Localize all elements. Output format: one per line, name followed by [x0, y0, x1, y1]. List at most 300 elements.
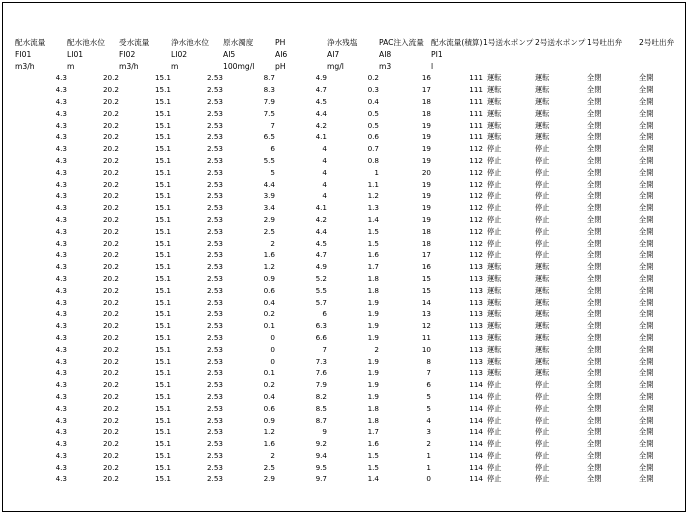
table-cell: 全閉: [587, 73, 602, 83]
table-cell: 0.3: [367, 85, 379, 95]
table-cell: 15.1: [154, 132, 171, 142]
table-cell: 全閉: [587, 132, 602, 142]
table-cell: 5.7: [315, 297, 327, 307]
table-cell: 運転: [535, 297, 550, 307]
table-cell: 112: [469, 226, 483, 236]
table-cell: 4.9: [315, 262, 327, 272]
table-cell: 4.3: [55, 262, 67, 272]
table-cell: 2.53: [206, 391, 223, 401]
table-cell: 1.8: [367, 285, 379, 295]
table-cell: 15.1: [154, 214, 171, 224]
table-cell: 4.3: [55, 167, 67, 177]
header-tag-cell: LI02: [171, 49, 188, 59]
table-cell: 2.53: [206, 415, 223, 425]
table-cell: 112: [469, 191, 483, 201]
table-cell: 停止: [535, 155, 550, 165]
table-cell: 2.53: [206, 203, 223, 213]
table-cell: 1.3: [367, 203, 379, 213]
table-cell: 20.2: [102, 474, 119, 484]
table-cell: 2.53: [206, 144, 223, 154]
table-cell: 20.2: [102, 214, 119, 224]
table-cell: 全開: [639, 226, 654, 236]
table-cell: 7: [322, 344, 327, 354]
table-cell: 7.3: [315, 356, 327, 366]
table-cell: 112: [469, 250, 483, 260]
table-cell: 停止: [487, 214, 502, 224]
table-cell: 4.3: [55, 285, 67, 295]
table-cell: 0.6: [263, 403, 275, 413]
table-cell: 全開: [639, 332, 654, 342]
table-cell: 7.9: [315, 380, 327, 390]
table-cell: 2.53: [206, 321, 223, 331]
table-row: [15, 226, 677, 238]
table-cell: 全閉: [587, 120, 602, 130]
table-cell: 111: [469, 96, 483, 106]
table-cell: 15.1: [154, 85, 171, 95]
table-cell: 19: [421, 144, 431, 154]
table-cell: 20.2: [102, 309, 119, 319]
table-cell: 1.2: [263, 262, 275, 272]
table-cell: 運転: [535, 262, 550, 272]
table-cell: 15.1: [154, 155, 171, 165]
table-cell: 0.2: [263, 380, 275, 390]
table-cell: 4.3: [55, 108, 67, 118]
table-cell: 8.2: [315, 391, 327, 401]
table-cell: 113: [469, 356, 483, 366]
table-cell: 2.5: [263, 462, 275, 472]
table-cell: 4.7: [315, 85, 327, 95]
table-row: [15, 308, 677, 320]
table-cell: 4.3: [55, 273, 67, 283]
table-cell: 運転: [535, 108, 550, 118]
table-cell: 8: [426, 356, 431, 366]
table-cell: 20.2: [102, 356, 119, 366]
header-tag-cell: FI01: [15, 49, 32, 59]
table-cell: 15.1: [154, 238, 171, 248]
table-cell: 3.9: [263, 191, 275, 201]
table-cell: 113: [469, 297, 483, 307]
table-cell: 全開: [639, 250, 654, 260]
table-cell: 18: [421, 96, 431, 106]
table-cell: 19: [421, 203, 431, 213]
table-cell: 4.3: [55, 356, 67, 366]
table-cell: 20.2: [102, 427, 119, 437]
table-cell: 0.9: [263, 415, 275, 425]
table-cell: 停止: [535, 474, 550, 484]
table-cell: 停止: [487, 427, 502, 437]
table-cell: 0: [426, 474, 431, 484]
table-row: [15, 120, 677, 132]
table-cell: 113: [469, 344, 483, 354]
table-cell: 113: [469, 321, 483, 331]
table-cell: 8.7: [315, 415, 327, 425]
table-cell: 7.9: [263, 96, 275, 106]
table-cell: 19: [421, 132, 431, 142]
table-cell: 全開: [639, 273, 654, 283]
table-cell: 2.53: [206, 85, 223, 95]
table-cell: 運転: [487, 285, 502, 295]
table-cell: 2.53: [206, 356, 223, 366]
table-cell: 1.2: [263, 427, 275, 437]
table-cell: 4.9: [315, 73, 327, 83]
header-unit-cell: m3/h: [119, 61, 139, 71]
table-row: [15, 473, 677, 485]
table-cell: 停止: [487, 179, 502, 189]
table-cell: 4.3: [55, 214, 67, 224]
table-row: [15, 462, 677, 474]
table-cell: 0.1: [263, 321, 275, 331]
table-cell: 運転: [487, 321, 502, 331]
table-cell: 全閉: [587, 297, 602, 307]
header-name-cell: 2号吐出弁: [639, 38, 675, 47]
header-name-cell: 浄水池水位: [171, 38, 209, 47]
table-cell: 1.5: [367, 462, 379, 472]
table-row: [15, 202, 677, 214]
table-cell: 停止: [487, 144, 502, 154]
table-cell: 1.9: [367, 380, 379, 390]
table-cell: 17: [421, 250, 431, 260]
table-cell: 4.3: [55, 332, 67, 342]
table-cell: 4.7: [315, 250, 327, 260]
table-cell: 6.5: [263, 132, 275, 142]
table-row: [15, 108, 677, 120]
table-header: [15, 37, 677, 72]
table-cell: 113: [469, 285, 483, 295]
table-cell: 9.7: [315, 474, 327, 484]
table-cell: 111: [469, 85, 483, 95]
table-cell: 4: [322, 155, 327, 165]
table-cell: 1.1: [367, 179, 379, 189]
header-name-cell: 1号送水ポンプ: [483, 38, 534, 47]
table-cell: 8.7: [263, 73, 275, 83]
table-cell: 112: [469, 167, 483, 177]
table-row: [15, 391, 677, 403]
table-cell: 5.5: [263, 155, 275, 165]
table-cell: 20.2: [102, 380, 119, 390]
table-cell: 停止: [487, 226, 502, 236]
table-cell: 運転: [535, 285, 550, 295]
table-cell: 全閉: [587, 250, 602, 260]
table-cell: 全閉: [587, 391, 602, 401]
table-row: [15, 96, 677, 108]
table-cell: 15.1: [154, 73, 171, 83]
table-cell: 2: [374, 344, 379, 354]
table-cell: 2.53: [206, 450, 223, 460]
table-cell: 全開: [639, 403, 654, 413]
table-cell: 4.5: [315, 238, 327, 248]
header-tag-cell: FI02: [119, 49, 136, 59]
table-cell: 15.1: [154, 462, 171, 472]
table-cell: 2.53: [206, 427, 223, 437]
table-cell: 20.2: [102, 439, 119, 449]
table-cell: 1.9: [367, 321, 379, 331]
table-cell: 全開: [639, 450, 654, 460]
table-cell: 全閉: [587, 321, 602, 331]
table-cell: 15.1: [154, 309, 171, 319]
table-cell: 全開: [639, 120, 654, 130]
table-cell: 運転: [535, 120, 550, 130]
table-cell: 1.4: [367, 214, 379, 224]
table-cell: 2.53: [206, 120, 223, 130]
table-cell: 15.1: [154, 403, 171, 413]
table-cell: 15.1: [154, 427, 171, 437]
table-cell: 7: [426, 368, 431, 378]
table-cell: 2.53: [206, 250, 223, 260]
table-cell: 111: [469, 132, 483, 142]
header-unit-cell: [535, 61, 587, 73]
header-unit-cell: m3: [379, 61, 392, 71]
table-cell: 4.3: [55, 179, 67, 189]
table-cell: 4.1: [315, 132, 327, 142]
table-cell: 全閉: [587, 427, 602, 437]
table-cell: 20.2: [102, 226, 119, 236]
table-cell: 12: [421, 321, 431, 331]
header-unit-cell: l: [431, 61, 434, 71]
table-cell: 全開: [639, 132, 654, 142]
table-cell: 運転: [487, 120, 502, 130]
table-cell: 0: [270, 356, 275, 366]
table-cell: 113: [469, 309, 483, 319]
table-cell: 114: [469, 462, 483, 472]
table-cell: 114: [469, 427, 483, 437]
table-cell: 19: [421, 179, 431, 189]
table-cell: 2: [270, 238, 275, 248]
table-cell: 7.5: [263, 108, 275, 118]
table-cell: 2.53: [206, 344, 223, 354]
table-cell: 4.3: [55, 73, 67, 83]
table-cell: 4.4: [263, 179, 275, 189]
table-cell: 20.2: [102, 167, 119, 177]
table-cell: 0.2: [263, 309, 275, 319]
table-cell: 全閉: [587, 285, 602, 295]
table-cell: 全閉: [587, 474, 602, 484]
table-cell: 20: [421, 167, 431, 177]
table-cell: 全開: [639, 285, 654, 295]
table-cell: 20.2: [102, 262, 119, 272]
table-cell: 停止: [487, 380, 502, 390]
header-name-cell: 配水流量(積算): [431, 38, 483, 47]
table-cell: 7.6: [315, 368, 327, 378]
table-cell: 4.3: [55, 191, 67, 201]
table-cell: 3.4: [263, 203, 275, 213]
table-cell: 5: [426, 403, 431, 413]
table-cell: 停止: [535, 203, 550, 213]
table-cell: 4.3: [55, 474, 67, 484]
table-cell: 4.3: [55, 132, 67, 142]
table-cell: 20.2: [102, 344, 119, 354]
header-tag-cell: [587, 49, 639, 61]
table-cell: 4.3: [55, 403, 67, 413]
table-cell: 運転: [535, 332, 550, 342]
table-cell: 全開: [639, 391, 654, 401]
table-cell: 8.5: [315, 403, 327, 413]
table-cell: 停止: [535, 391, 550, 401]
table-cell: 2.53: [206, 462, 223, 472]
table-cell: 運転: [487, 73, 502, 83]
table-cell: 15.1: [154, 285, 171, 295]
table-cell: 2.9: [263, 214, 275, 224]
table-cell: 全開: [639, 108, 654, 118]
table-cell: 1.9: [367, 391, 379, 401]
table-cell: 全閉: [587, 96, 602, 106]
table-cell: 111: [469, 108, 483, 118]
table-cell: 111: [469, 120, 483, 130]
table-cell: 113: [469, 273, 483, 283]
table-cell: 全閉: [587, 462, 602, 472]
table-cell: 15.1: [154, 96, 171, 106]
table-cell: 運転: [487, 297, 502, 307]
table-cell: 112: [469, 238, 483, 248]
header-name-cell: 浄水残塩: [327, 38, 358, 47]
table-cell: 全開: [639, 167, 654, 177]
table-cell: 2.53: [206, 238, 223, 248]
table-cell: 4.3: [55, 155, 67, 165]
table-row: [15, 131, 677, 143]
table-cell: 15.1: [154, 297, 171, 307]
table-cell: 1.5: [367, 238, 379, 248]
table-cell: 111: [469, 73, 483, 83]
table-cell: 114: [469, 380, 483, 390]
table-cell: 9.2: [315, 439, 327, 449]
table-cell: 20.2: [102, 462, 119, 472]
table-cell: 停止: [487, 155, 502, 165]
table-cell: 4.2: [315, 214, 327, 224]
table-cell: 0: [270, 344, 275, 354]
table-cell: 5.2: [315, 273, 327, 283]
table-cell: 0.4: [367, 96, 379, 106]
table-cell: 2.53: [206, 380, 223, 390]
table-cell: 4.3: [55, 226, 67, 236]
table-cell: 20.2: [102, 238, 119, 248]
header-tag-cell: AI6: [275, 49, 288, 59]
table-cell: 15.1: [154, 344, 171, 354]
table-cell: 14: [421, 297, 431, 307]
table-cell: 15.1: [154, 332, 171, 342]
table-cell: 15.1: [154, 380, 171, 390]
table-cell: 全開: [639, 462, 654, 472]
table-cell: 20.2: [102, 96, 119, 106]
table-cell: 全閉: [587, 108, 602, 118]
table-cell: 運転: [487, 108, 502, 118]
table-cell: 0.7: [367, 144, 379, 154]
table-cell: 1.9: [367, 297, 379, 307]
table-cell: 停止: [487, 450, 502, 460]
table-cell: 1.5: [367, 450, 379, 460]
table-cell: 全開: [639, 203, 654, 213]
table-cell: 19: [421, 155, 431, 165]
table-cell: 停止: [535, 226, 550, 236]
table-cell: 停止: [535, 214, 550, 224]
table-cell: 停止: [487, 391, 502, 401]
table-cell: 2.53: [206, 214, 223, 224]
table-row: [15, 214, 677, 226]
table-cell: 4: [322, 191, 327, 201]
table-cell: 6: [426, 380, 431, 390]
table-cell: 全開: [639, 238, 654, 248]
table-cell: 15: [421, 273, 431, 283]
table-cell: 15.1: [154, 191, 171, 201]
table-cell: 2.53: [206, 262, 223, 272]
table-cell: 114: [469, 403, 483, 413]
table-cell: 運転: [535, 132, 550, 142]
table-cell: 運転: [487, 309, 502, 319]
table-cell: 全閉: [587, 155, 602, 165]
table-cell: 112: [469, 155, 483, 165]
table-cell: 停止: [535, 427, 550, 437]
header-unit-cell: [483, 61, 535, 73]
table-cell: 20.2: [102, 73, 119, 83]
table-cell: 全開: [639, 85, 654, 95]
table-cell: 113: [469, 332, 483, 342]
table-cell: 2.9: [263, 474, 275, 484]
header-tags-row: [15, 49, 677, 61]
table-cell: 5.5: [315, 285, 327, 295]
table-cell: 運転: [487, 262, 502, 272]
header-units-row: [15, 61, 677, 73]
table-cell: 1.2: [367, 191, 379, 201]
table-row: [15, 297, 677, 309]
table-cell: 1: [374, 167, 379, 177]
header-unit-cell: mg/l: [327, 61, 344, 71]
table-cell: 2.53: [206, 132, 223, 142]
table-cell: 15.1: [154, 321, 171, 331]
table-cell: 全閉: [587, 309, 602, 319]
table-row: [15, 84, 677, 96]
table-cell: 4.3: [55, 415, 67, 425]
table-cell: 5: [270, 167, 275, 177]
table-cell: 113: [469, 368, 483, 378]
table-cell: 3: [426, 427, 431, 437]
table-cell: 2.5: [263, 226, 275, 236]
table-cell: 1.6: [263, 250, 275, 260]
table-cell: 全開: [639, 474, 654, 484]
table-cell: 全閉: [587, 439, 602, 449]
table-cell: 停止: [487, 191, 502, 201]
table-cell: 全閉: [587, 191, 602, 201]
table-cell: 20.2: [102, 391, 119, 401]
table-cell: 停止: [535, 179, 550, 189]
table-cell: 4.5: [315, 96, 327, 106]
table-cell: 15: [421, 285, 431, 295]
table-cell: 0: [270, 332, 275, 342]
table-cell: 20.2: [102, 144, 119, 154]
table-cell: 6: [322, 309, 327, 319]
header-unit-cell: [639, 61, 677, 73]
table-row: [15, 261, 677, 273]
table-row: [15, 344, 677, 356]
table-cell: 112: [469, 203, 483, 213]
table-row: [15, 190, 677, 202]
table-row: [15, 379, 677, 391]
header-tag-cell: [535, 49, 587, 61]
table-cell: 4.1: [315, 203, 327, 213]
table-cell: 運転: [487, 132, 502, 142]
table-cell: 20.2: [102, 250, 119, 260]
table-cell: 停止: [487, 403, 502, 413]
table-cell: 0.6: [263, 285, 275, 295]
header-unit-cell: m: [67, 61, 75, 71]
table-cell: 15.1: [154, 439, 171, 449]
table-cell: 1.8: [367, 415, 379, 425]
table-row: [15, 167, 677, 179]
table-cell: 4.3: [55, 238, 67, 248]
header-tag-cell: AI7: [327, 49, 340, 59]
table-cell: 20.2: [102, 321, 119, 331]
spreadsheet-page: [2, 2, 686, 512]
table-cell: 2: [270, 450, 275, 460]
table-cell: 1.4: [367, 474, 379, 484]
header-tag-cell: AI8: [379, 49, 392, 59]
